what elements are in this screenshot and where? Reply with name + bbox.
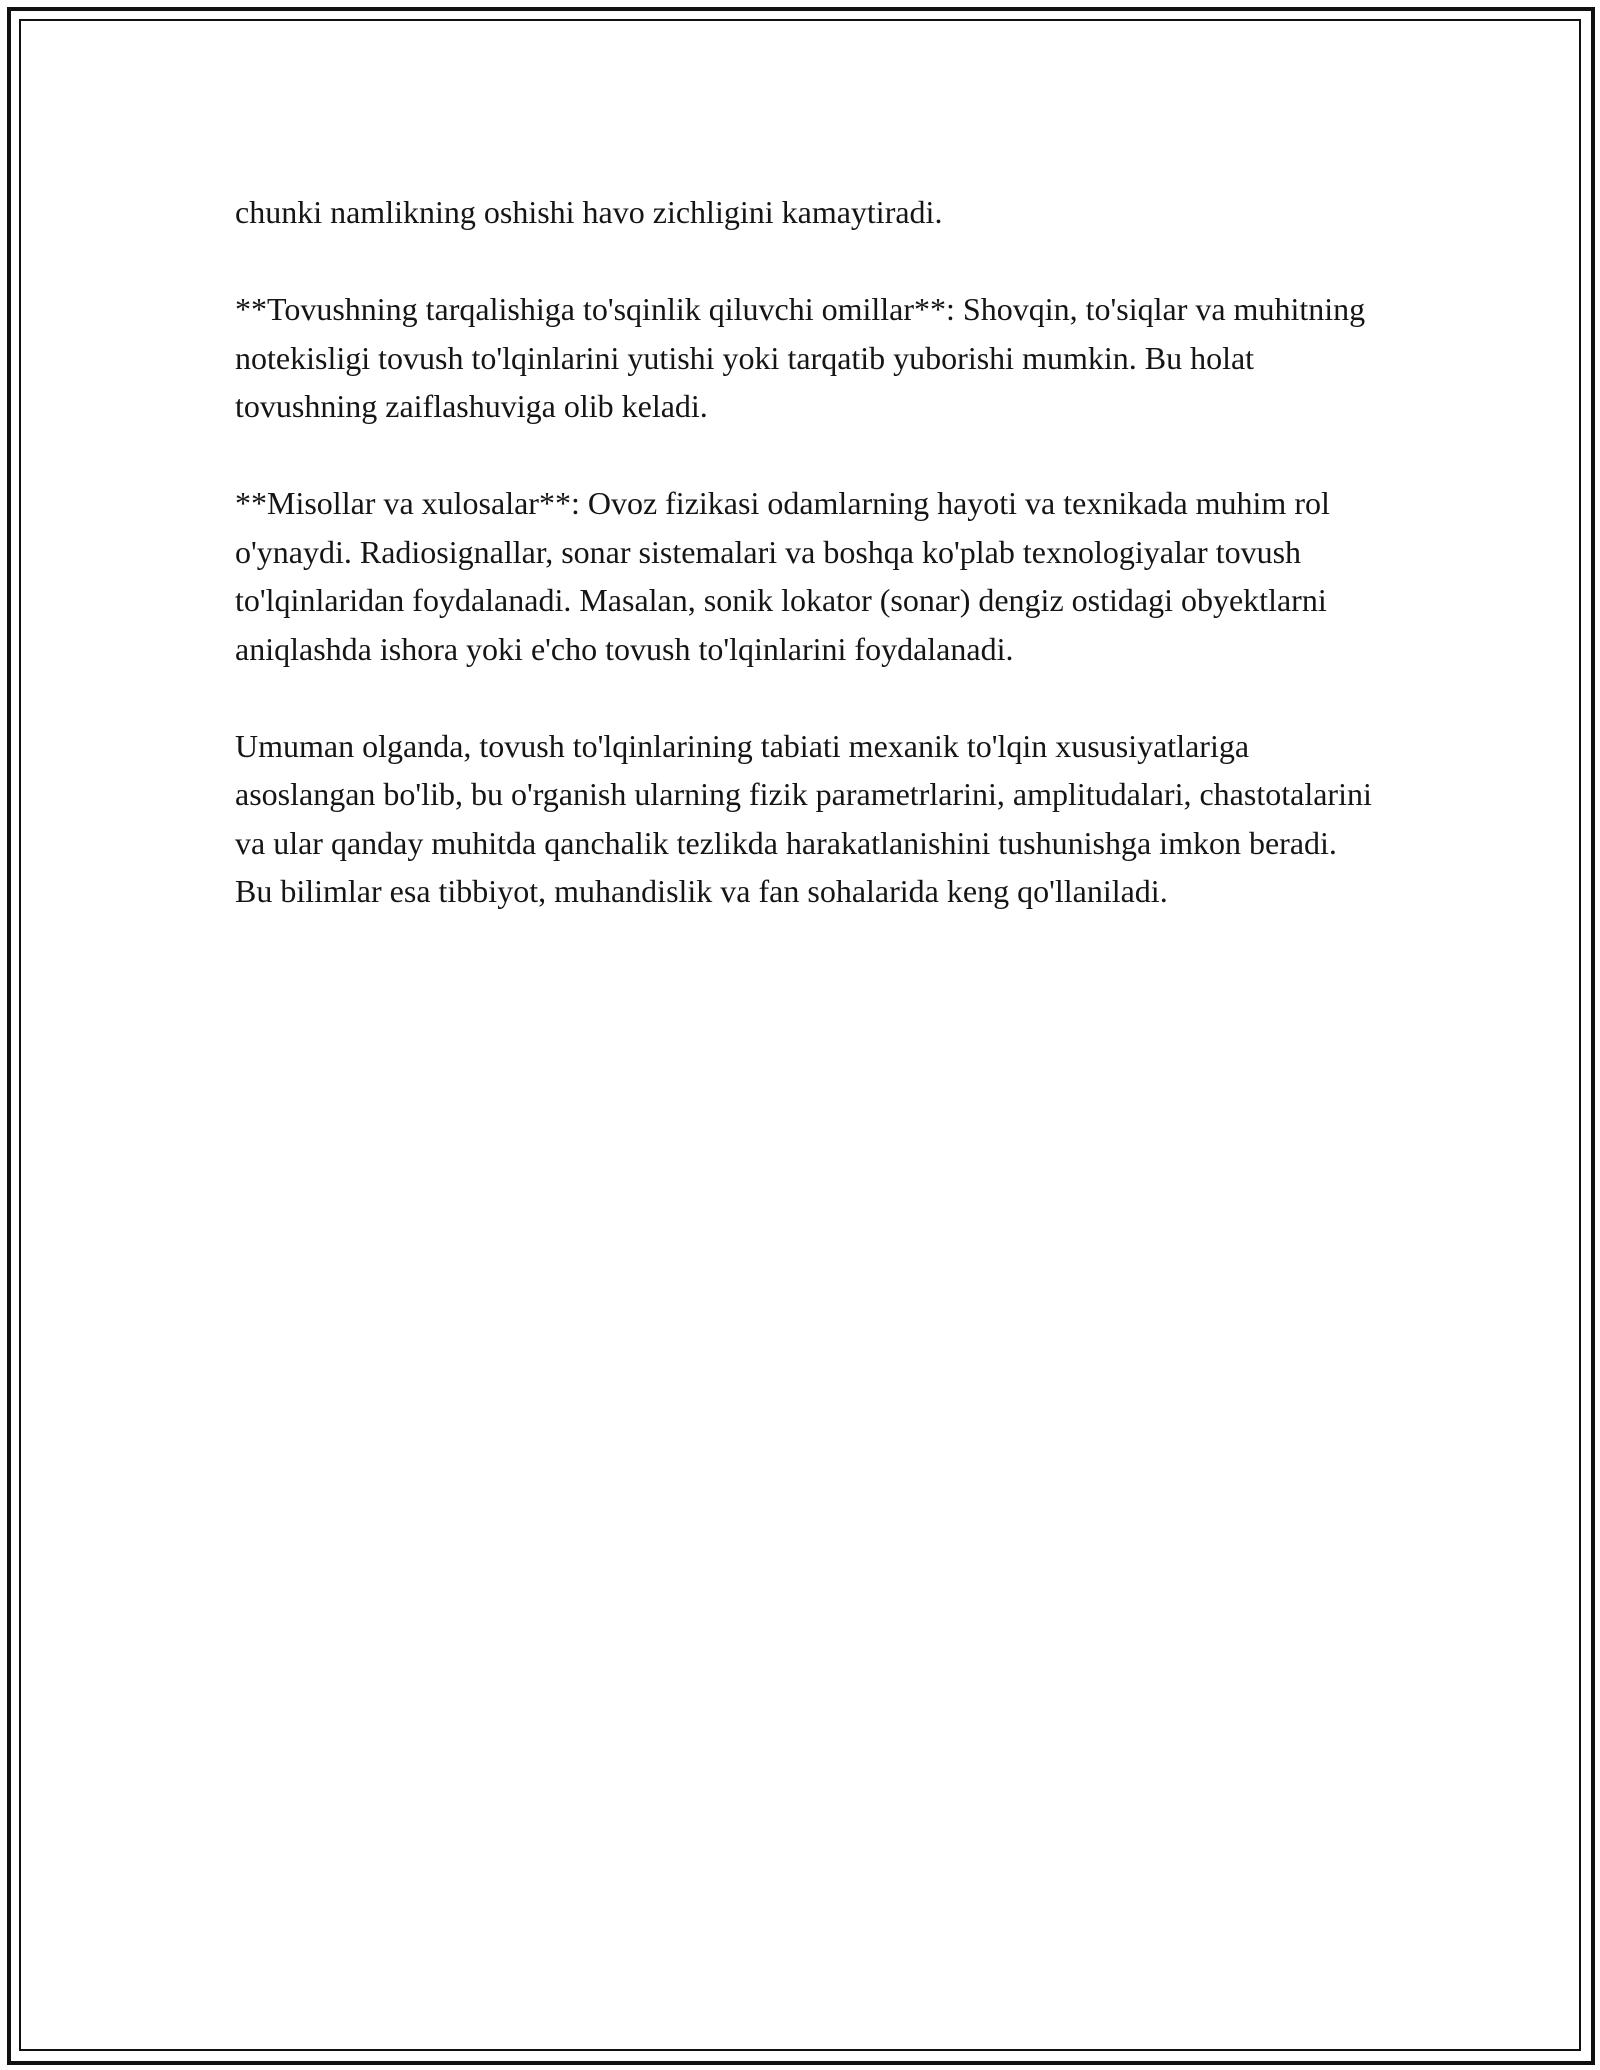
document-body	[235, 188, 1375, 964]
paragraph-examples: **Misollar va xulosalar**: Ovoz fizikasi odamlarning hayoti va texnikada muhim rol o'ynaydi. Radiosignallar, sonar sistemalari va boshqa ko'plab texnologiyalar tovush to'lqinlaridan foydalanadi. Masalan, sonik lokator (sonar) dengiz ostidagi obyektlarni aniqlashda ishora yoki e'cho tovush to'lqinlarini foydalanadi.	[235, 485, 1330, 667]
paragraph-density-note: chunki namlikning oshishi havo zichligini kamaytiradi.	[235, 194, 943, 230]
paragraph-obstacles: **Tovushning tarqalishiga to'sqinlik qiluvchi omillar**: Shovqin, to'siqlar va muhitning notekisligi tovush to'lqinlarini yutishi yoki tarqatib yuborishi mumkin. Bu holat tovushning zaiflashuviga olib keladi.	[235, 291, 1366, 424]
paragraph-conclusion: Umuman olganda, tovush to'lqinlarining tabiati mexanik to'lqin xususiyatlariga asoslangan bo'lib, bu o'rganish ularning fizik parametrlarini, amplitudalari, chastotalarini va ular qanday muhitda qanchalik tezlikda harakatlanishini tushunishga imkon beradi. Bu bilimlar esa tibbiyot, muhandislik va fan sohalarida keng qo'llaniladi.	[235, 727, 1372, 909]
